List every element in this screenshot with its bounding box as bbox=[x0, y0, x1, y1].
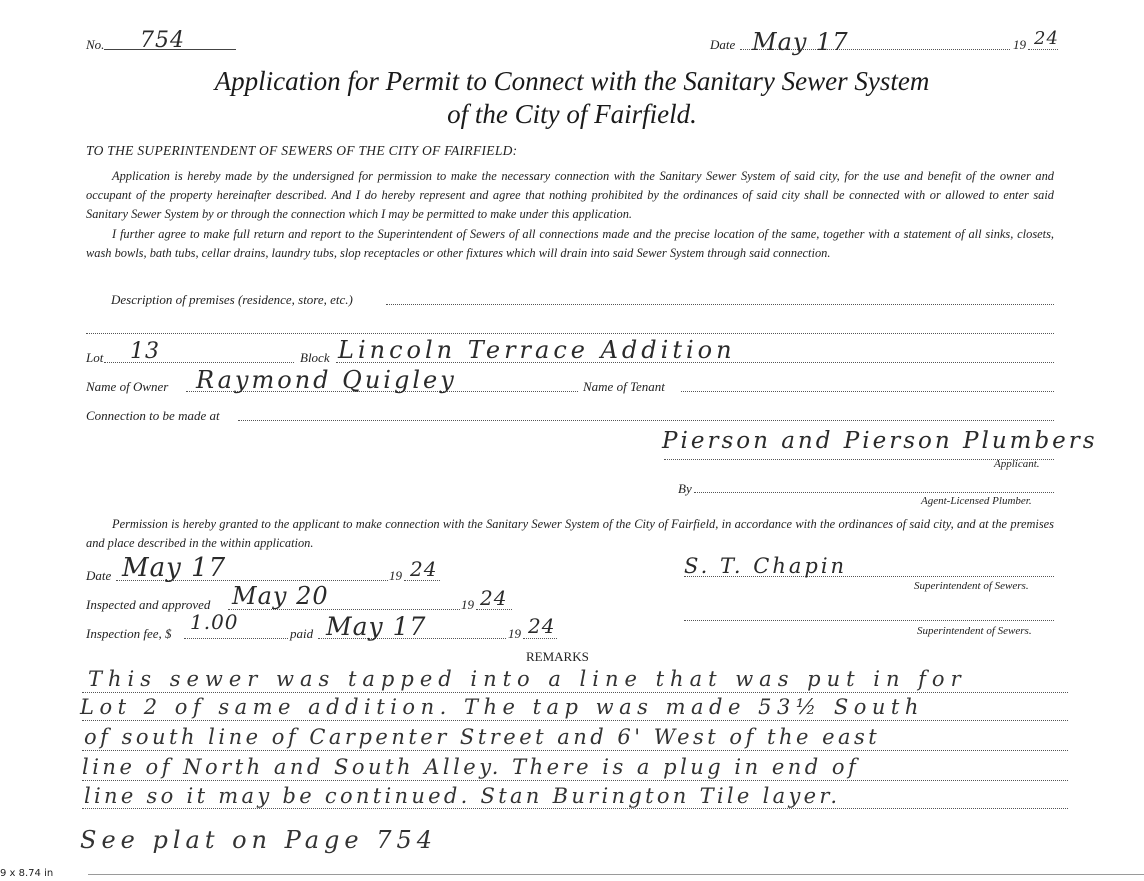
remarks-line-4 bbox=[82, 780, 1068, 781]
by-line bbox=[694, 492, 1054, 493]
block-value: Lincoln Terrace Addition bbox=[338, 336, 736, 364]
fee-line bbox=[184, 638, 288, 639]
fee-value: 1.00 bbox=[190, 610, 239, 634]
superintendent-line-2 bbox=[684, 620, 1054, 621]
date-value: May 17 bbox=[752, 28, 849, 56]
remarks-text-1: This sewer was tapped into a line that was put in for bbox=[88, 667, 967, 691]
inspected-value: May 20 bbox=[232, 582, 329, 610]
owner-label: Name of Owner bbox=[86, 379, 169, 394]
lot-label: Lot bbox=[86, 350, 104, 365]
year-prefix: 19 bbox=[1013, 37, 1026, 52]
fee-label: Inspection fee, $ bbox=[86, 626, 172, 641]
inspected-year-value: 24 bbox=[480, 586, 508, 610]
paid-value: May 17 bbox=[326, 612, 427, 641]
superintendent-signature: S. T. Chapin bbox=[684, 554, 848, 578]
description-label: Description of premises (residence, store, etc.) bbox=[111, 292, 353, 307]
paragraph-agreement: I further agree to make full return and report to the Superintendent of Sewers of all connections made and the precise location of the same, together with a statement of all sinks, closets, wash bowls, bath tubs, cellar drains, laundry tubs, slop receptacles or other fixtures which will drain into said Sewer System through said connection. bbox=[86, 227, 1054, 260]
applicant-label: Applicant. bbox=[994, 458, 1040, 470]
statusbar-divider bbox=[88, 874, 1144, 875]
approval-year-prefix: 19 bbox=[389, 568, 402, 583]
remarks-heading: REMARKS bbox=[526, 649, 589, 664]
approval-year-value: 24 bbox=[410, 557, 438, 581]
remarks-text-4: line of North and South Alley. There is a plug in end of bbox=[82, 755, 860, 779]
remarks-text-2: Lot 2 of same addition. The tap was made 53½ South bbox=[80, 695, 924, 719]
description-line bbox=[386, 304, 1054, 305]
remarks-line-1 bbox=[82, 692, 1068, 693]
superintendent-label-1: Superintendent of Sewers. bbox=[914, 580, 1029, 592]
remarks-line-5 bbox=[82, 808, 1068, 809]
approval-date-value: May 17 bbox=[122, 553, 227, 583]
owner-value: Raymond Quigley bbox=[196, 366, 457, 394]
addressee: TO THE SUPERINTENDENT OF SEWERS OF THE CITY OF FAIRFIELD: bbox=[86, 143, 518, 158]
by-label: By bbox=[678, 481, 692, 496]
connection-line bbox=[238, 420, 1054, 421]
lot-value: 13 bbox=[130, 339, 160, 364]
inspected-label: Inspected and approved bbox=[86, 597, 211, 612]
permit-number: 754 bbox=[140, 28, 185, 53]
year-line bbox=[1028, 49, 1058, 50]
inspected-year-prefix: 19 bbox=[461, 597, 474, 612]
agent-label: Agent-Licensed Plumber. bbox=[921, 495, 1032, 507]
remarks-text-6: See plat on Page 754 bbox=[80, 826, 438, 854]
remarks-text-5: line so it may be continued. Stan Burington Tile layer. bbox=[84, 784, 841, 808]
year-value: 24 bbox=[1034, 28, 1059, 49]
connection-label: Connection to be made at bbox=[86, 408, 220, 423]
block-label: Block bbox=[300, 350, 330, 365]
applicant-signature: Pierson and Pierson Plumbers bbox=[662, 428, 1098, 454]
paid-label: paid bbox=[290, 626, 314, 641]
remarks-line-2 bbox=[82, 720, 1068, 721]
tenant-label: Name of Tenant bbox=[583, 379, 665, 394]
document-title-line1: Application for Permit to Connect with the Sanitary Sewer System bbox=[214, 66, 930, 96]
tenant-line bbox=[681, 391, 1054, 392]
remarks-text-3: of south line of Carpenter Street and 6' West of the east bbox=[84, 725, 881, 749]
remarks-line-3 bbox=[82, 750, 1068, 751]
paragraph-application: Application is hereby made by the undersigned for permission to make the necessary connection with the Sanitary Sewer System of said city, for the use and benefit of the owner and occupant of the property hereinafter described. And I do hereby represent and agree that nothing prohibited by the ordinances of said city shall be connected with or allowed to enter said Sanitary Sewer System by or through the connection which I may be permitted to make under this application. bbox=[86, 169, 1054, 221]
document-title-line2: of the City of Fairfield. bbox=[447, 99, 697, 129]
paragraph-permission: Permission is hereby granted to the applicant to make connection with the Sanitary Sewer System of the City of Fairfield, in accordance with the ordinances of said city, and at the premises and place described in the within application. bbox=[86, 517, 1054, 550]
number-label: No. bbox=[86, 37, 105, 52]
approval-date-label: Date bbox=[86, 568, 112, 583]
superintendent-label-2: Superintendent of Sewers. bbox=[917, 625, 1032, 637]
paid-year-value: 24 bbox=[528, 614, 556, 638]
paid-year-prefix: 19 bbox=[508, 626, 521, 641]
date-label: Date bbox=[710, 37, 736, 52]
paid-year-line bbox=[523, 638, 557, 639]
page-size-readout: 9 x 8.74 in bbox=[0, 868, 54, 879]
description-line-2 bbox=[86, 333, 1054, 334]
